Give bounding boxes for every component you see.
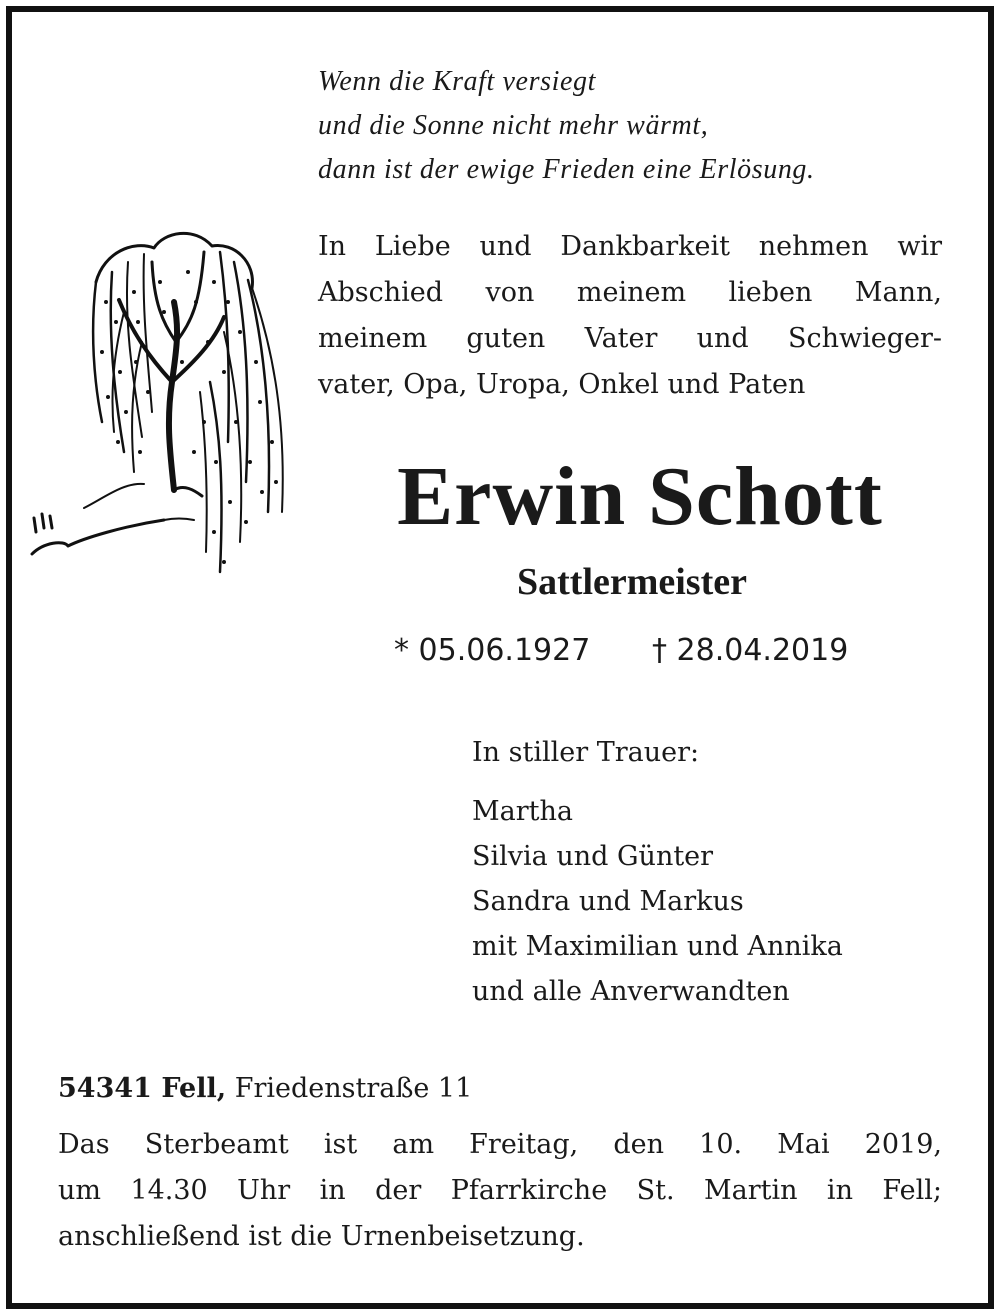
mourner-name: Sandra und Markus — [472, 886, 744, 917]
mourner-name: mit Maximilian und Annika — [472, 931, 843, 962]
notice-line: anschließend ist die Urnenbeisetzung. — [58, 1221, 585, 1252]
poem-line: und die Sonne nicht mehr wärmt, — [318, 110, 709, 141]
mourners-block — [472, 730, 952, 1014]
death-date: † 28.04.2019 — [652, 633, 849, 668]
weeping-willow-icon — [24, 222, 300, 614]
notice-line: Das Sterbeamt ist am Freitag, den 10. Mai 2019, — [58, 1129, 942, 1160]
deceased-name: Erwin Schott — [397, 450, 883, 543]
address-place: 54341 Fell, — [58, 1073, 227, 1104]
intro-line: In Liebe und Dankbarkeit nehmen wir — [318, 231, 942, 262]
funeral-notice — [58, 1122, 942, 1260]
life-dates — [394, 626, 934, 676]
address-street: Friedenstraße 11 — [234, 1073, 473, 1104]
intro-line: Abschied von meinem lieben Mann, — [318, 277, 942, 308]
mourner-name: Martha — [472, 796, 573, 827]
address — [58, 1066, 948, 1112]
mourner-name: Silvia und Günter — [472, 841, 714, 872]
intro-line: vater, Opa, Uropa, Onkel und Paten — [318, 369, 806, 400]
poem — [318, 60, 958, 192]
mourners-heading: In stiller Trauer: — [472, 737, 700, 768]
notice-line: um 14.30 Uhr in der Pfarrkirche St. Martin in Fell; — [58, 1175, 942, 1206]
intro-text — [318, 224, 942, 408]
intro-line: meinem guten Vater und Schwieger- — [318, 323, 942, 354]
deceased-profession: Sattlermeister — [517, 561, 747, 603]
poem-line: dann ist der ewige Frieden eine Erlösung. — [318, 154, 815, 185]
poem-line: Wenn die Kraft versiegt — [318, 66, 596, 97]
mourner-name: und alle Anverwandten — [472, 976, 790, 1007]
birth-date: * 05.06.1927 — [394, 633, 591, 668]
